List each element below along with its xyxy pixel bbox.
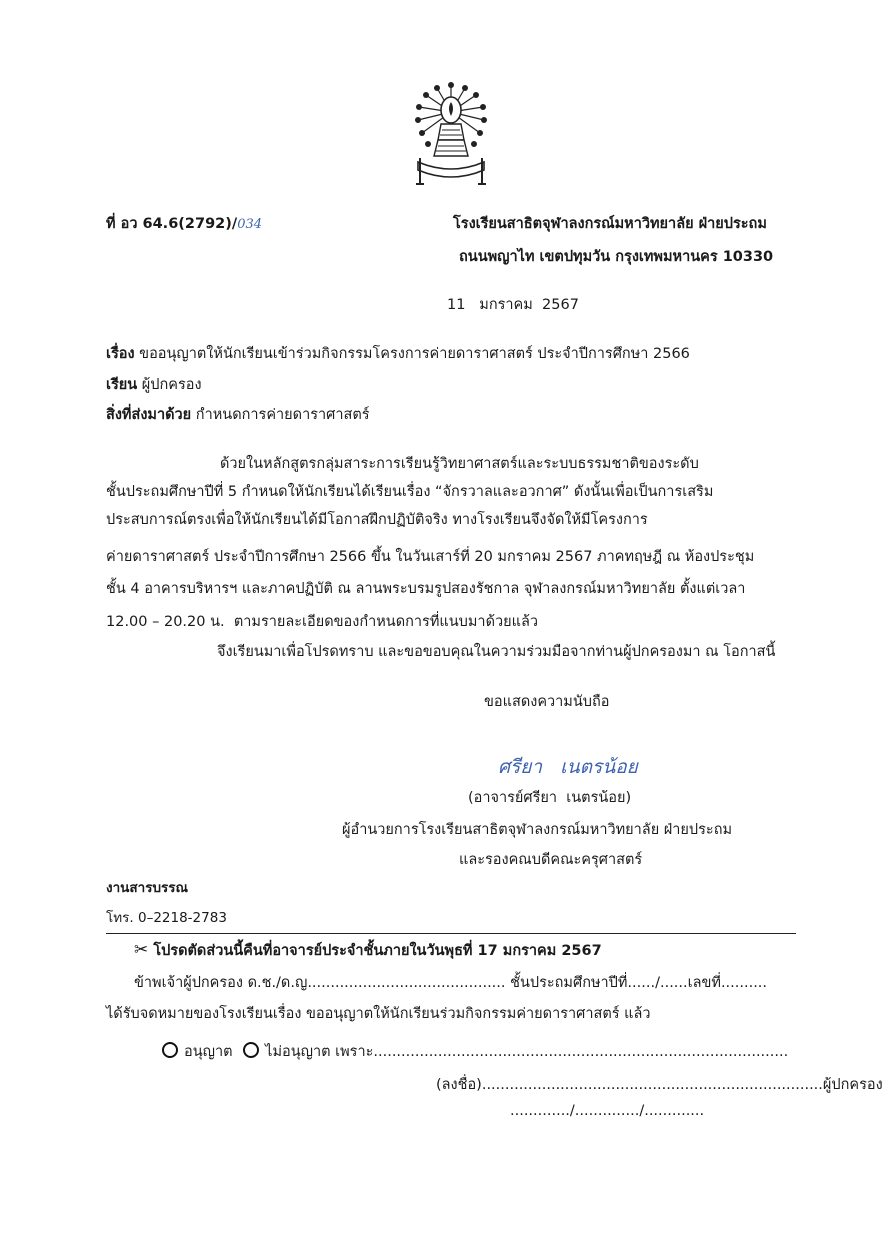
reply-line-2: ได้รับจดหมายของโรงเรียนเรื่อง ขออนุญาตให้นักเรียนร่วมกิจกรรมค่ายดาราศาสตร์ แล้ว: [106, 1006, 651, 1022]
body-line: ด้วยในหลักสูตรกลุ่มสาระการเรียนรู้วิทยาศาสตร์และระบบธรรมชาติของระดับ: [220, 456, 699, 472]
regards: ขอแสดงความนับถือ: [484, 694, 610, 710]
body-line: ค่ายดาราศาสตร์ ประจำปีการศึกษา 2566 ขึ้น ในวันเสาร์ที่ 20 มกราคม 2567 ภาคทฤษฎี ณ ห้องประชุม: [106, 549, 755, 565]
subject-line: [106, 342, 690, 365]
allow-radio-icon[interactable]: [162, 1042, 178, 1058]
reference-label: ที่ อว 64.6(2792)/: [106, 216, 238, 232]
scissors-icon: ✂: [134, 940, 149, 960]
reference-handwritten: 034: [237, 217, 263, 232]
reply-slip-heading: [134, 939, 602, 962]
reply-heading-text: โปรดตัดส่วนนี้คืนที่อาจารย์ประจำชั้นภายในวันพุธที่ 17 มกราคม 2567: [153, 943, 602, 959]
body-line: ชั้น 4 อาคารบริหารฯ และภาคปฏิบัติ ณ ลานพระบรมรูปสองรัชกาล จุฬาลงกรณ์มหาวิทยาลัย ตั้งแต่เวลา: [106, 581, 746, 597]
closing-paragraph: จึงเรียนมาเพื่อโปรดทราบ และขอขอบคุณในความร่วมมือจากท่านผู้ปกครองมา ณ โอกาสนี้: [217, 644, 776, 660]
signer-position-1: ผู้อำนวยการโรงเรียนสาธิตจุฬาลงกรณ์มหาวิทยาลัย ฝ่ายประถม: [342, 822, 733, 838]
school-address: ถนนพญาไท เขตปทุมวัน กรุงเทพมหานคร 10330: [459, 249, 774, 265]
recipient-line: [106, 373, 202, 396]
reference-number: [106, 212, 262, 235]
office-name: งานสารบรรณ: [106, 880, 189, 896]
recipient-text: ผู้ปกครอง: [141, 377, 202, 393]
subject-label: เรื่อง: [106, 346, 135, 362]
body-line: 12.00 – 20.20 น. ตามรายละเอียดของกำหนดการที่แนบมาด้วยแล้ว: [106, 614, 538, 630]
letter-date: 11 มกราคม 2567: [447, 297, 579, 313]
handwritten-signature: ศรียา เนตรน้อย: [498, 756, 638, 778]
subject-text: ขออนุญาตให้นักเรียนเข้าร่วมกิจกรรมโครงการค่ายดาราศาสตร์ ประจำปีการศึกษา 2566: [139, 346, 690, 362]
signer-name: (อาจารย์ศรียา เนตรน้อย): [468, 790, 632, 806]
recipient-label: เรียน: [106, 377, 138, 393]
body-line: ชั้นประถมศึกษาปีที่ 5 กำหนดให้นักเรียนได้เรียนเรื่อง “จักรวาลและอวกาศ” ดังนั้นเพื่อเป็นการเสริม: [106, 484, 714, 500]
enclosure-label: สิ่งที่ส่งมาด้วย: [106, 407, 192, 423]
reply-line-1: ข้าพเจ้าผู้ปกครอง ด.ช./ด.ญ........................................... ชั้นประถมศึกษาปีที่....../......เลขที่..........: [134, 975, 768, 991]
parent-signature-line: (ลงชื่อ)..........................................................................ผู้ปกครอง: [436, 1077, 883, 1093]
school-name: โรงเรียนสาธิตจุฬาลงกรณ์มหาวิทยาลัย ฝ่ายประถม: [453, 216, 767, 232]
signer-position-2: และรองคณบดีคณะครุศาสตร์: [459, 852, 643, 868]
enclosure-text: กำหนดการค่ายดาราศาสตร์: [195, 407, 370, 423]
deny-label: ไม่อนุญาต เพราะ..........................................................................................: [265, 1044, 789, 1060]
school-crest-emblem: [410, 80, 492, 192]
deny-radio-icon[interactable]: [243, 1042, 259, 1058]
parent-date-line: ............./............../.............: [510, 1103, 705, 1119]
consent-options: [162, 1040, 788, 1063]
office-phone: โทร. 0–2218-2783: [106, 910, 227, 926]
enclosure-line: [106, 403, 370, 426]
body-line: ประสบการณ์ตรงเพื่อให้นักเรียนได้มีโอกาสฝึกปฏิบัติจริง ทางโรงเรียนจึงจัดให้มีโครงการ: [106, 512, 648, 528]
allow-label: อนุญาต: [184, 1044, 233, 1060]
cut-line: [106, 933, 796, 934]
